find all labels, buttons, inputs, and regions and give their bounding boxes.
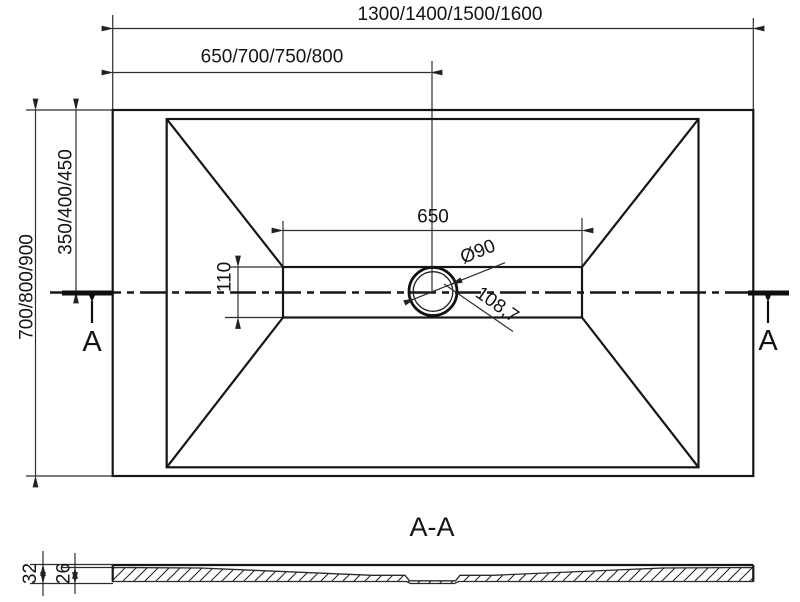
label-half-depth: 350/400/450 xyxy=(55,149,77,255)
label-base-thickness: 26 xyxy=(53,562,75,585)
slope-diagonal-bottom-right xyxy=(582,318,699,468)
label-overall-width: 1300/1400/1500/1600 xyxy=(357,4,543,25)
label-section-marker-right: A xyxy=(758,325,778,357)
section-view xyxy=(20,512,753,596)
label-total-thickness: 32 xyxy=(20,562,41,585)
section-material-hatch xyxy=(113,568,754,584)
label-overall-depth: 700/800/900 xyxy=(16,234,38,340)
label-channel-width: 110 xyxy=(214,261,236,293)
label-channel-length: 650 xyxy=(417,206,449,228)
label-half-width: 650/700/750/800 xyxy=(200,46,344,68)
slope-diagonal-top-left xyxy=(167,119,283,267)
plan-view xyxy=(17,4,790,476)
label-drain-flange: 108,7 xyxy=(471,282,523,328)
label-drain-diameter: Ø90 xyxy=(457,235,499,269)
slope-diagonal-top-right xyxy=(582,119,699,267)
label-section-marker-left: A xyxy=(82,326,102,358)
section-title: A-A xyxy=(409,512,455,542)
slope-diagonal-bottom-left xyxy=(167,318,283,468)
